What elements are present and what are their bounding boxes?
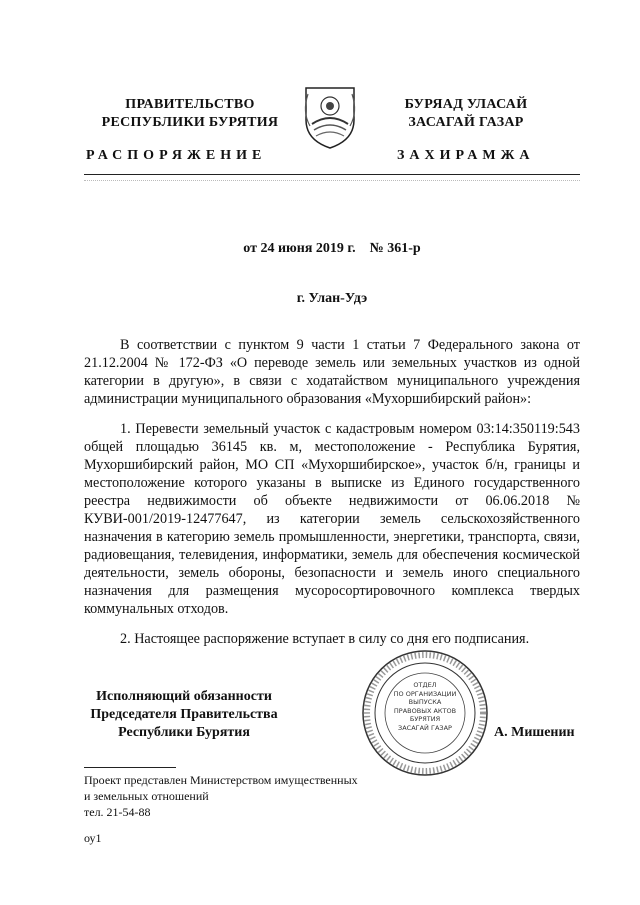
footer-initials: оу1 bbox=[84, 831, 102, 845]
seal-line3: ВЫПУСКА bbox=[408, 698, 442, 706]
seal-line6: ЗАСАГАЙ ГАЗАР bbox=[398, 723, 452, 732]
seal-text bbox=[385, 681, 465, 732]
footer-line3: тел. 21-54-88 bbox=[84, 805, 151, 819]
seal-line5: БУРЯТИЯ bbox=[409, 715, 441, 723]
date-and-number: от 24 июня 2019 г. № 361-р bbox=[243, 241, 421, 256]
footer-note bbox=[84, 772, 404, 846]
city: г. Улан-Удэ bbox=[296, 291, 368, 306]
document-kind-bua: ЗАХИРАМЖА bbox=[397, 148, 535, 163]
signatory-title bbox=[84, 688, 284, 742]
footer-line2: и земельных отношений bbox=[84, 789, 209, 803]
header-left bbox=[96, 96, 284, 132]
footer-rule bbox=[84, 767, 176, 768]
seal-line4: ПРАВОВЫХ АКТОВ bbox=[393, 706, 457, 715]
header-right-line2: ЗАСАГАЙ ГАЗАР bbox=[408, 115, 524, 130]
header-left-line2: РЕСПУБЛИКИ БУРЯТИЯ bbox=[101, 115, 279, 130]
document-body bbox=[84, 336, 580, 648]
item-2-paragraph: 2. Настоящее распоряжение вступает в силу со дня его подписания. bbox=[120, 631, 530, 647]
coat-of-arms-emblem bbox=[298, 82, 362, 150]
emblem-icon bbox=[298, 82, 362, 150]
document-kind-ru: РАСПОРЯЖЕНИЕ bbox=[86, 148, 267, 163]
signatory-title-line1: Исполняющий обязанности bbox=[96, 689, 272, 704]
header-right bbox=[372, 96, 560, 132]
preamble-paragraph: В соответствии с пунктом 9 части 1 статьи 7 Федерального закона от 21.12.2004 № 172-ФЗ «О переводе земель или земельных участков из одной категории в другую», в связи с ходатайством муниципального учреждения администрации муниципального образования «Мухоршибирский район»: bbox=[84, 337, 580, 407]
header-left-line1: ПРАВИТЕЛЬСТВО bbox=[125, 97, 255, 112]
signatory-title-line3: Республики Бурятия bbox=[118, 725, 250, 740]
header-dotted-line bbox=[84, 180, 580, 189]
footer-line1: Проект представлен Министерством имущественных bbox=[84, 773, 358, 787]
signatory-name: А. Мишенин bbox=[494, 725, 575, 740]
official-seal-stamp bbox=[360, 648, 490, 778]
item-1-paragraph: 1. Перевести земельный участок с кадастровым номером 03:14:350119:543 общей площадью 36145 кв. м, местоположение - Республика Бурятия, Мухоршибирский район, МО СП «Мухоршибирское», участок б/н, границы и местоположение которого указаны в выписке из Единого государственного реестра недвижимости об объекте недвижимости от 06.06.2018 № КУВИ-001/2019-12477647, из категории земель сельскохозяйственного назначения в категорию земель промышленности, энергетики, транспорта, связи, радиовещания, телевидения, информатики, земель для обеспечения космической деятельности, земель обороны, безопасности и земель иного специального назначения для размещения мусоросортировочного комплекса твердых коммунальных отходов. bbox=[84, 421, 580, 617]
signatory-title-line2: Председателя Правительства bbox=[90, 707, 278, 722]
seal-line1: ОТДЕЛ bbox=[413, 681, 437, 689]
header-rule bbox=[84, 174, 580, 175]
header-right-line1: БУРЯАД УЛАСАЙ bbox=[404, 97, 528, 112]
seal-line2: ПО ОРГАНИЗАЦИИ bbox=[393, 689, 457, 698]
